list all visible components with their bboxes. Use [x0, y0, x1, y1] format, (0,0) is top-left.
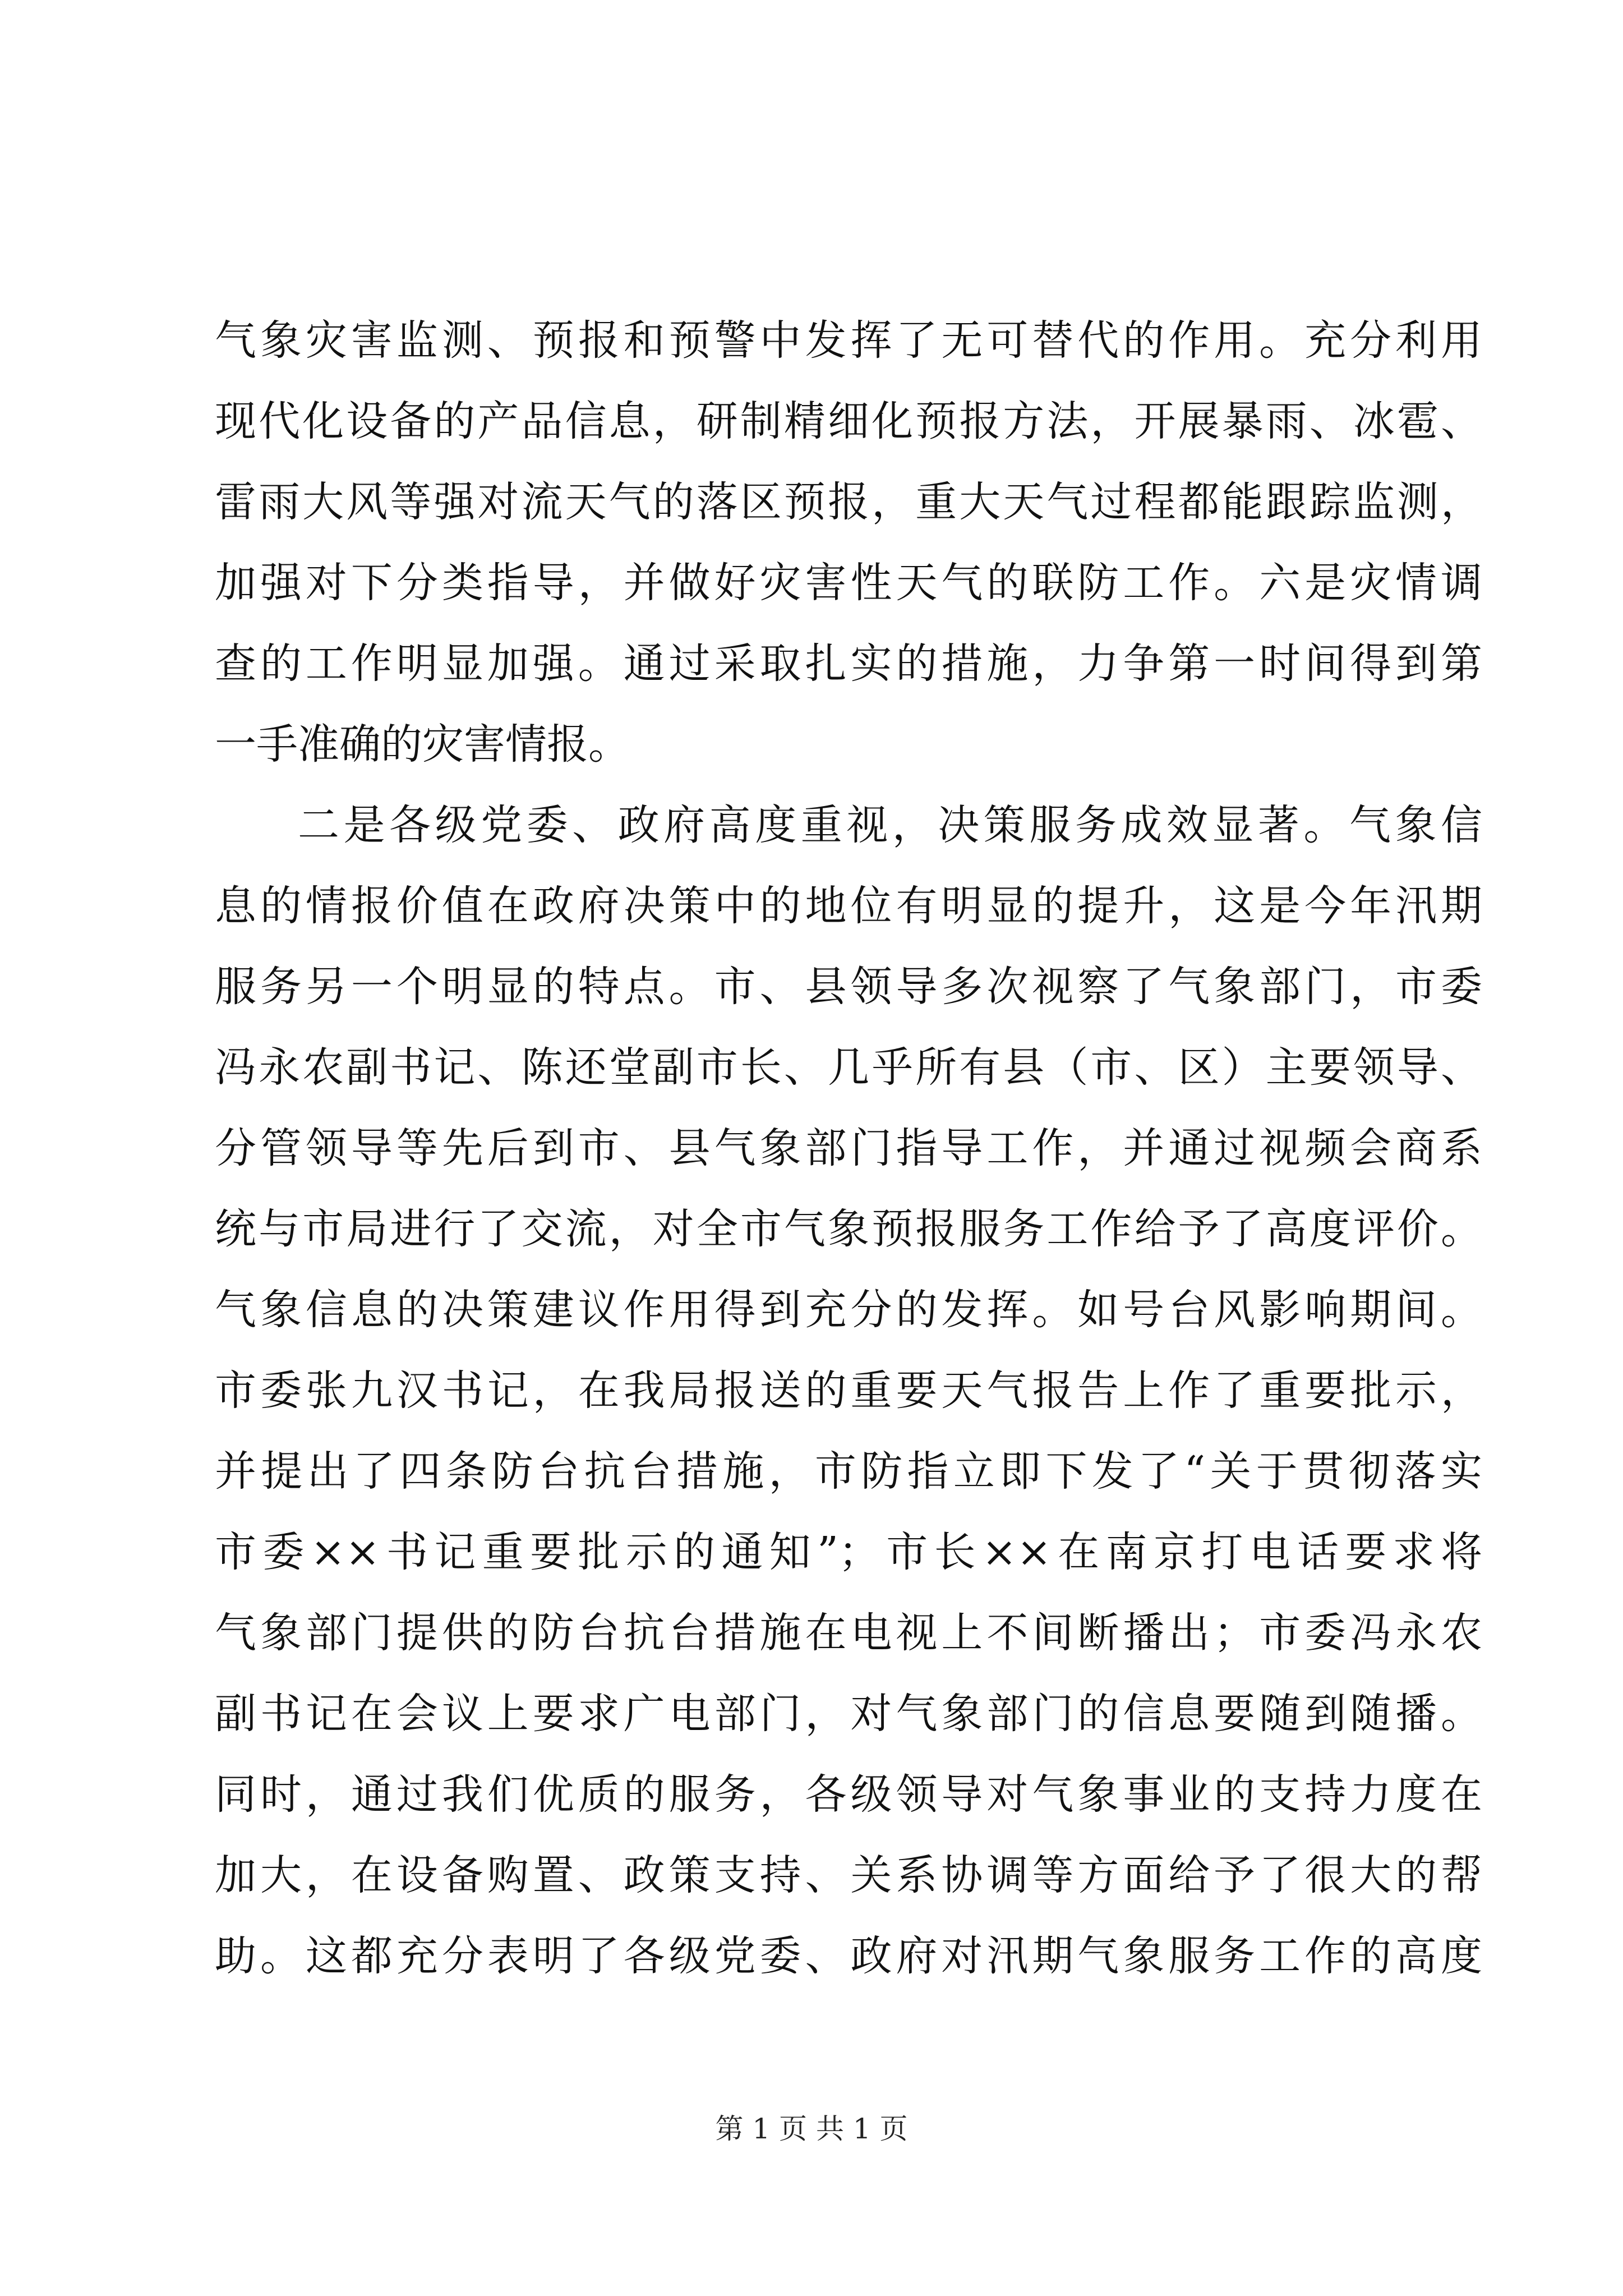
body-text [215, 300, 1482, 1996]
text-line: 冯永农副书记、陈还堂副市长、几乎所有县（市、区）主要领导、 [215, 1043, 1482, 1092]
text-line: 息的情报价值在政府决策中的地位有明显的提升，这是今年汛期 [215, 882, 1482, 930]
text-line: 服务另一个明显的特点。市、县领导多次视察了气象部门，市委 [215, 963, 1482, 1011]
text-line: 并提出了四条防台抗台措施，市防指立即下发了“关于贯彻落实 [215, 1447, 1482, 1496]
text-line: 副书记在会议上要求广电部门，对气象部门的信息要随到随播。 [215, 1690, 1482, 1738]
text-line: 分管领导等先后到市、县气象部门指导工作，并通过视频会商系 [215, 1124, 1482, 1172]
text-line: 气象灾害监测、预报和预警中发挥了无可替代的作用。充分利用 [215, 316, 1482, 365]
text-line: 加强对下分类指导，并做好灾害性天气的联防工作。六是灾情调 [215, 559, 1482, 607]
text-line: 助。这都充分表明了各级党委、政府对汛期气象服务工作的高度 [215, 1932, 1482, 1980]
text-line: 雷雨大风等强对流天气的落区预报，重大天气过程都能跟踪监测， [215, 478, 1482, 526]
text-line: 市委张九汉书记，在我局报送的重要天气报告上作了重要批示， [215, 1366, 1482, 1415]
text-line: 气象部门提供的防台抗台措施在电视上不间断播出；市委冯永农 [215, 1609, 1482, 1657]
text-line: 同时，通过我们优质的服务，各级领导对气象事业的支持力度在 [215, 1770, 1482, 1819]
text-line: 气象信息的决策建议作用得到充分的发挥。如号台风影响期间。 [215, 1286, 1482, 1334]
text-line: 一手准确的灾害情报。 [215, 720, 630, 769]
text-line: 现代化设备的产品信息，研制精细化预报方法，开展暴雨、冰雹、 [215, 397, 1482, 445]
page-footer [0, 2109, 1623, 2148]
page-number: 第 1 页 共 1 页 [715, 2113, 908, 2145]
text-line: 二是各级党委、政府高度重视，决策服务成效显著。气象信 [298, 801, 1482, 849]
text-line: 统与市局进行了交流，对全市气象预报服务工作给予了高度评价。 [215, 1205, 1482, 1253]
text-line: 查的工作明显加强。通过采取扎实的措施，力争第一时间得到第 [215, 639, 1482, 688]
text-line: 市委××书记重要批示的通知”；市长××在南京打电话要求将 [215, 1528, 1482, 1576]
text-line: 加大，在设备购置、政策支持、关系协调等方面给予了很大的帮 [215, 1851, 1482, 1899]
